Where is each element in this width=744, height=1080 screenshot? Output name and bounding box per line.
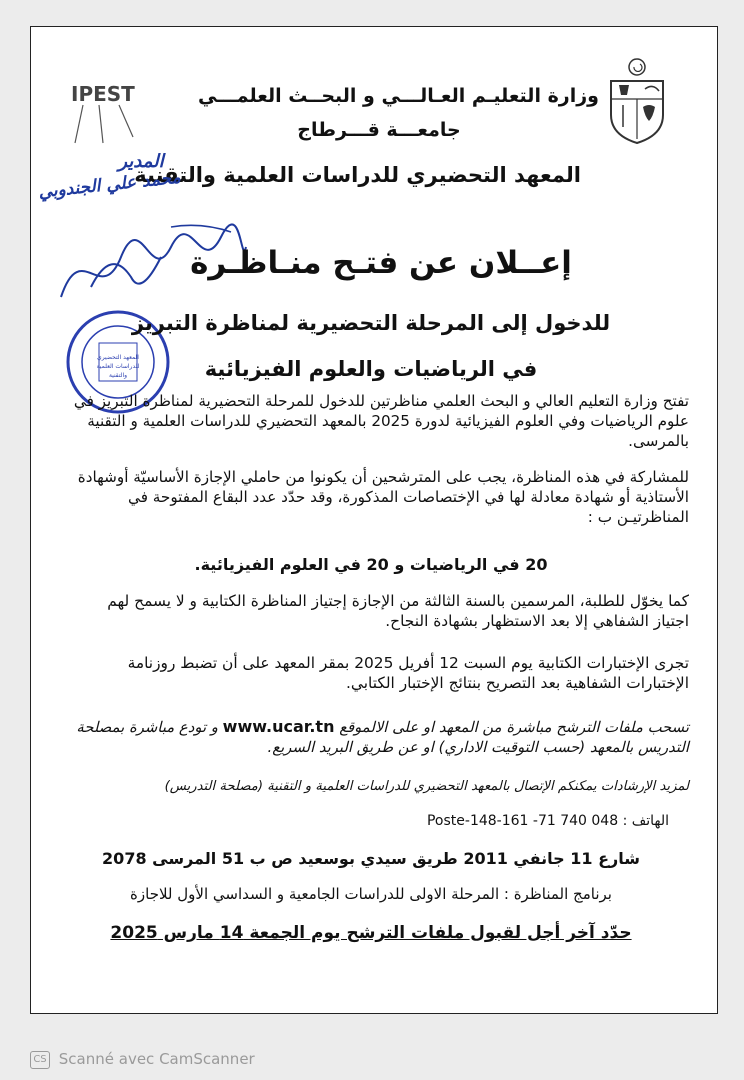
seats-count: 20 في الرياضيات و 20 في العلوم الفيزيائية.: [194, 555, 548, 574]
tunisia-emblem: [597, 55, 677, 145]
phone-label: الهاتف :: [622, 813, 669, 829]
svg-text:والتقنية: والتقنية: [108, 372, 128, 379]
phone-value: Poste-148-161 -71 740 048: [426, 813, 619, 829]
director-title: المدير: [118, 151, 164, 172]
address: شارع 11 جانفي 2011 طريق سيدي بوسعيد ص ب 51 المرسى 2078: [102, 849, 640, 868]
ipest-logo: [65, 75, 145, 145]
scanner-text: Scanné avec CamScanner: [58, 1050, 255, 1068]
paragraph-application: [69, 717, 689, 758]
announcement-subtitle-1: للدخول إلى المرحلة التحضيرية لمناظرة التبريز: [131, 311, 611, 335]
document-page: [30, 26, 718, 1014]
svg-text:المعهد التحضيري: المعهد التحضيري: [97, 354, 139, 361]
paragraph-exam-date: تجرى الإختبارات الكتابية يوم السبت 12 أفريل 2025 بمقر المعهد على أن تضبط روزنامة الإختبارات الشفاهية بعد التصريح بنتائج الإختبار الكتابي.: [127, 654, 689, 692]
website-link[interactable]: www.ucar.tn: [222, 717, 335, 736]
ministry-name: وزارة التعليـم العـالـــي و البحــث العلمـــي: [198, 85, 599, 107]
university-name: جامعـــة قـــرطاج: [297, 119, 461, 141]
paragraph-intro: تفتح وزارة التعليم العالي و البحث العلمي مناظرتين للدخول للمرحلة التحضيرية لمناظرة التبريز في علوم الرياضيات وفي العلوم الفيزيائية لدورة 2025 بالمعهد التحضيري للدراسات العلمية و التقنية بالمرسى.: [73, 392, 689, 450]
paragraph-third-year: كما يخوّل للطلبة، المرسمين بالسنة الثالثة من الإجازة إجتياز المناظرة الكتابية و لا يسمح لهم اجتياز الشفاهي إلا بعد الاستظهار بشهادة النجاح.: [107, 592, 689, 630]
exam-program: برنامج المناظرة : المرحلة الاولى للدراسات الجامعية و السداسي الأول للاجازة: [130, 885, 612, 903]
paragraph-contact: لمزيد الإرشادات يمكنكم الإتصال بالمعهد التحضيري للدراسات العلمية و التقنية (مصلحة التدريس): [164, 779, 689, 794]
camscanner-icon: CS: [30, 1051, 50, 1069]
deadline: حدّد آخر أجل لقبول ملفات الترشح يوم الجمعة 14 مارس 2025: [110, 923, 632, 943]
phone-line: [69, 813, 669, 829]
institute-name: المعهد التحضيري للدراسات العلمية والتقنية: [134, 163, 581, 187]
paragraph-eligibility: للمشاركة في هذه المناظرة، يجب على المترشحين أن يكونوا من حاملي الإجازة الأساسيّة أوشهادة الأستاذية أو شهادة معادلة لها في الإختصاصات المذكورة، وقد حدّد عدد البقاع المفتوحة في المناظرتيـن ب :: [77, 468, 689, 526]
application-text-a: تسحب ملفات الترشح مباشرة من المعهد او على الالموقع: [339, 719, 689, 736]
application-text-b: و تودع مباشرة بمصلحة التدريس بالمعهد (حسب التوقيت الاداري) او عن طريق البريد السريع.: [76, 719, 689, 756]
announcement-subtitle-2: في الرياضيات والعلوم الفيزيائية: [204, 357, 538, 381]
director-name: محمد علي الجندوبي: [37, 167, 182, 203]
announcement-title: إعــلان عن فتـح منـاظـرة: [190, 245, 572, 281]
ipest-logo-text: IPEST: [71, 82, 135, 106]
svg-text:للدراسات العلمية: للدراسات العلمية: [96, 363, 140, 370]
scanner-footer: [30, 1050, 255, 1069]
